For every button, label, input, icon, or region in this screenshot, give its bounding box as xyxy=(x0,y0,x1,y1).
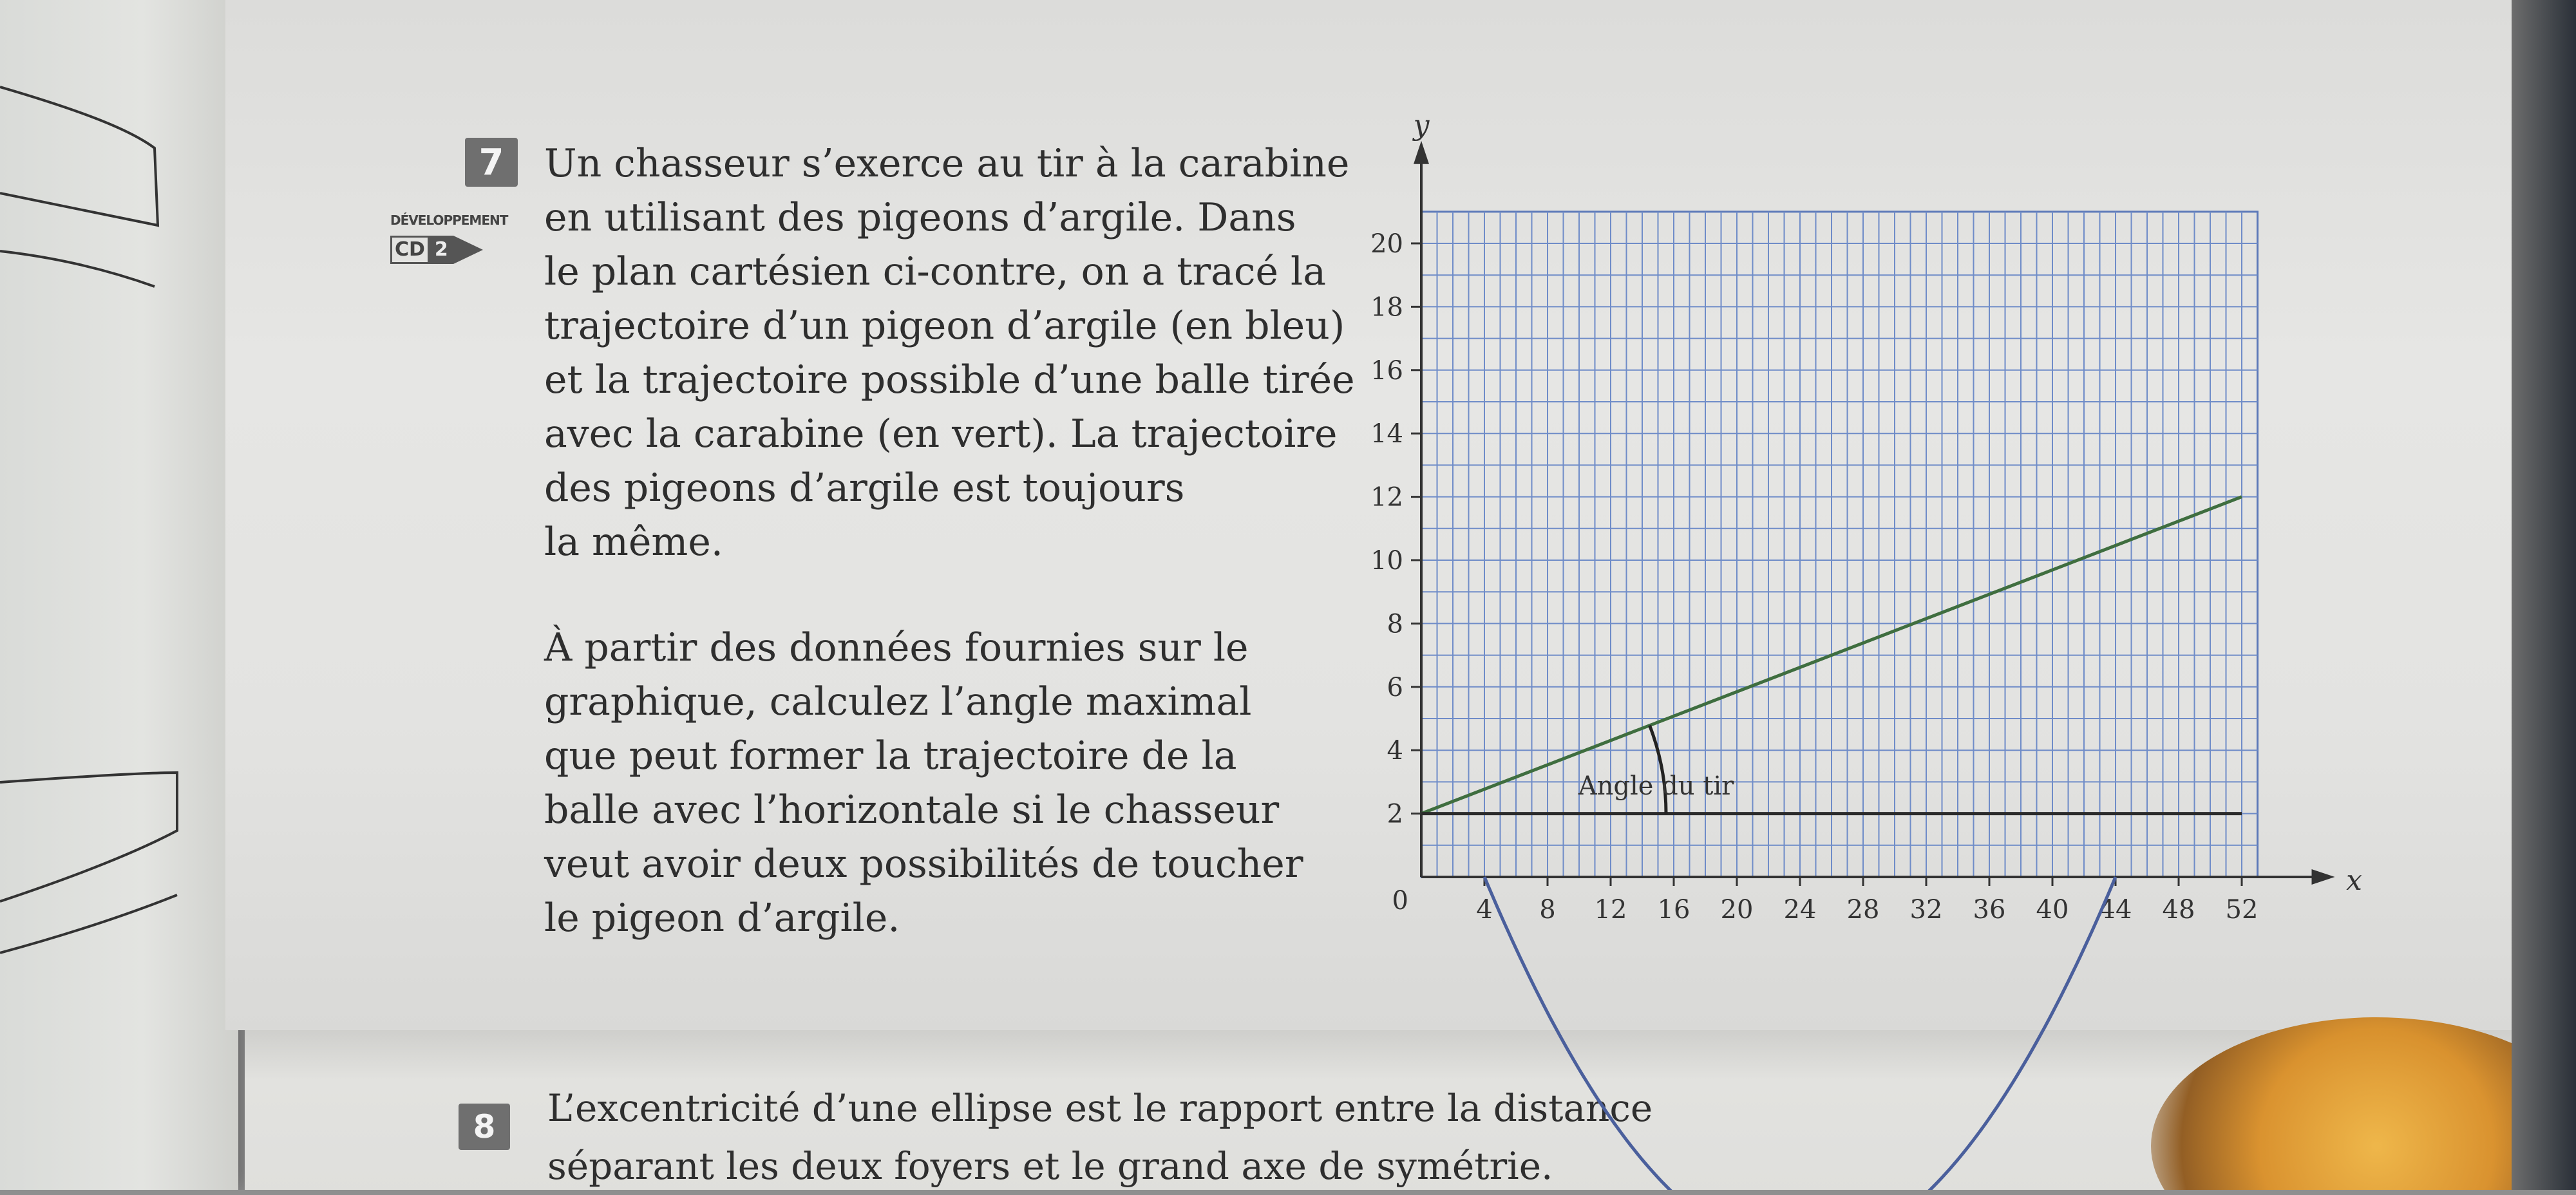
tick-labels xyxy=(1370,109,2362,925)
text-line: graphique, calculez l’angle maximal xyxy=(544,679,1252,724)
text-line: la même. xyxy=(544,520,723,565)
x-tick-label: 44 xyxy=(2099,895,2132,925)
x-tick-label: 4 xyxy=(1476,895,1493,925)
y-tick-label: 2 xyxy=(1387,799,1403,829)
exercise-number: 8 xyxy=(473,1108,496,1145)
x-tick-label: 24 xyxy=(1783,895,1817,925)
x-axis-label: x xyxy=(2346,864,2362,897)
cd-number: 2 xyxy=(430,236,453,264)
y-axis-arrow-icon xyxy=(1414,141,1429,164)
text-line: Un chasseur s’exerce au tir à la carabine xyxy=(544,141,1350,186)
text-line: trajectoire d’un pigeon d’argile (en bleu) xyxy=(544,303,1345,348)
text-line: et la trajectoire possible d’une balle tirée xyxy=(544,357,1355,402)
text-line: que peut former la trajectoire de la xyxy=(544,733,1237,778)
x-tick-label: 52 xyxy=(2225,895,2259,925)
text-line: À partir des données fournies sur le xyxy=(544,625,1249,670)
text-line: avec la carabine (en vert). La trajectoire xyxy=(544,411,1338,456)
cd-label: CD xyxy=(390,236,430,264)
y-tick-label: 6 xyxy=(1387,672,1403,702)
exercise-number: 7 xyxy=(478,141,504,183)
x-tick-label: 20 xyxy=(1720,895,1754,925)
text-line: en utilisant des pigeons d’argile. Dans xyxy=(544,195,1296,240)
x-axis-arrow-icon xyxy=(2312,869,2335,885)
annotation xyxy=(1578,726,1734,814)
y-tick-label: 12 xyxy=(1370,482,1403,513)
text-line: des pigeons d’argile est toujours xyxy=(544,466,1185,511)
x-tick-label: 16 xyxy=(1657,895,1690,925)
text-line: le pigeon d’argile. xyxy=(544,896,900,941)
y-tick-label: 16 xyxy=(1370,355,1403,386)
y-tick-label: 8 xyxy=(1387,609,1403,639)
grid xyxy=(1421,212,2258,877)
y-tick-label: 4 xyxy=(1387,736,1403,766)
x-tick-label: 48 xyxy=(2162,895,2195,925)
x-tick-label: 32 xyxy=(1909,895,1943,925)
angle-label: Angle du tir xyxy=(1578,771,1734,802)
x-tick-label: 12 xyxy=(1594,895,1627,925)
y-tick-label: 14 xyxy=(1370,419,1403,449)
y-tick-label: 18 xyxy=(1370,292,1403,323)
x-tick-label: 28 xyxy=(1846,895,1880,925)
y-tick-label: 10 xyxy=(1370,546,1403,576)
x-tick-label: 36 xyxy=(1973,895,2006,925)
x-tick-label: 40 xyxy=(2036,895,2069,925)
text-line: le plan cartésien ci-contre, on a tracé la xyxy=(544,249,1327,294)
text-line: veut avoir deux possibilités de toucher xyxy=(544,842,1303,887)
y-tick-label: 20 xyxy=(1370,229,1403,259)
x-tick-label: 8 xyxy=(1539,895,1556,925)
y-axis-label: y xyxy=(1413,108,1430,142)
text-line: balle avec l’horizontale si le chasseur xyxy=(544,787,1280,833)
development-label: DÉVELOPPEMENT xyxy=(390,212,508,228)
text-line: L’excentricité d’une ellipse est le rapport entre la distance xyxy=(547,1086,1653,1130)
text-line: séparant les deux foyers et le grand axe de symétrie. xyxy=(547,1144,1553,1188)
origin-label: 0 xyxy=(1392,886,1408,916)
grid-border xyxy=(1421,212,2258,877)
